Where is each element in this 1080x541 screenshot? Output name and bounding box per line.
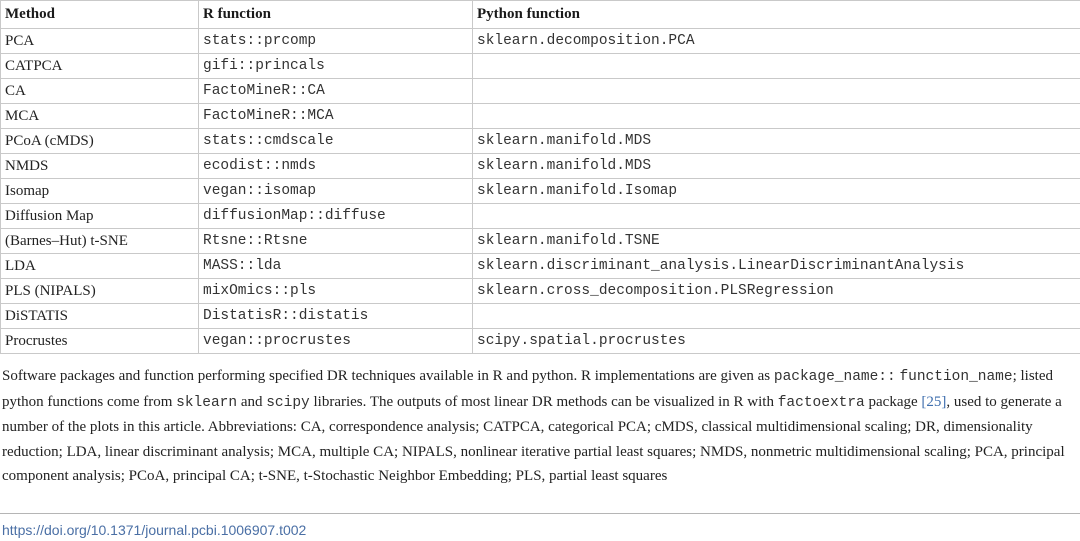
table-row [1, 304, 1080, 329]
table-row [1, 229, 1080, 254]
table-row [1, 279, 1080, 304]
table-row [1, 179, 1080, 204]
python-function-cell: scipy.spatial.procrustes [473, 329, 1080, 354]
caption-text: , used to generate a number of the plots in this article. Abbreviations: CA, correspondence analysis; CATPCA, categorical PCA; cMDS, classical multidimensional scaling; DR, dimensionality reduction; LDA, linear discriminant analysis; MCA, multiple CA; NIPALS, nonlinear iterative partial least squares; NMDS, nonmetric multidimensional scaling; PCA, principal component analysis; PCoA, principal CA; t-SNE, t-Stochastic Neighbor Embedding; PLS, partial least squares [2, 393, 1065, 485]
python-function-cell: sklearn.manifold.TSNE [473, 229, 1080, 254]
header-python-function: Python function [473, 1, 1080, 29]
r-function-cell: diffusionMap::diffuse [199, 204, 473, 229]
table-caption [2, 364, 1076, 489]
r-function-cell: FactoMineR::MCA [199, 104, 473, 129]
caption-text: and [237, 393, 267, 410]
r-function-cell: DistatisR::distatis [199, 304, 473, 329]
caption-text: ; listed python functions come from [2, 368, 1053, 410]
caption-code: function_name [899, 369, 1013, 385]
python-function-cell: sklearn.cross_decomposition.PLSRegression [473, 279, 1080, 304]
table-row [1, 79, 1080, 104]
table-row [1, 329, 1080, 354]
r-function-cell: FactoMineR::CA [199, 79, 473, 104]
r-function-cell: vegan::procrustes [199, 329, 473, 354]
table-row [1, 254, 1080, 279]
r-function-cell: ecodist::nmds [199, 154, 473, 179]
method-cell: (Barnes–Hut) t-SNE [1, 229, 199, 254]
method-cell: Isomap [1, 179, 199, 204]
r-function-cell: stats::cmdscale [199, 129, 473, 154]
caption-text: Software packages and function performing specified DR techniques available in R and python. R implementations are given as [2, 368, 774, 384]
table-row [1, 154, 1080, 179]
python-function-cell: sklearn.discriminant_analysis.LinearDiscriminantAnalysis [473, 254, 1080, 279]
header-method: Method [1, 1, 199, 29]
caption-code: package_name:: [773, 369, 896, 385]
header-r-function: R function [199, 1, 473, 29]
reference-link[interactable]: [25] [921, 393, 947, 410]
python-function-cell: sklearn.manifold.MDS [473, 154, 1080, 179]
doi-link[interactable]: https://doi.org/10.1371/journal.pcbi.1006907.t002 [2, 522, 307, 538]
r-function-cell: MASS::lda [199, 254, 473, 279]
method-cell: CA [1, 79, 199, 104]
python-function-cell [473, 304, 1080, 329]
method-cell: PCoA (cMDS) [1, 129, 199, 154]
table-row [1, 204, 1080, 229]
method-cell: NMDS [1, 154, 199, 179]
python-function-cell: sklearn.decomposition.PCA [473, 29, 1080, 54]
python-function-cell: sklearn.manifold.Isomap [473, 179, 1080, 204]
method-cell: MCA [1, 104, 199, 129]
r-function-cell: vegan::isomap [199, 179, 473, 204]
caption-code: factoextra [777, 394, 865, 411]
python-function-cell [473, 104, 1080, 129]
python-function-cell [473, 79, 1080, 104]
table-row [1, 129, 1080, 154]
caption-text: libraries. The outputs of most linear DR methods can be visualized in R with [309, 393, 778, 410]
method-cell: PLS (NIPALS) [1, 279, 199, 304]
caption-code: sklearn [176, 394, 238, 411]
table-header-row [1, 1, 1080, 29]
table-row [1, 29, 1080, 54]
r-function-cell: Rtsne::Rtsne [199, 229, 473, 254]
table-row [1, 104, 1080, 129]
table-row [1, 54, 1080, 79]
python-function-cell [473, 204, 1080, 229]
caption-code: scipy [266, 394, 310, 411]
method-cell: Procrustes [1, 329, 199, 354]
method-cell: LDA [1, 254, 199, 279]
method-cell: PCA [1, 29, 199, 54]
r-function-cell: gifi::princals [199, 54, 473, 79]
r-function-cell: mixOmics::pls [199, 279, 473, 304]
python-function-cell: sklearn.manifold.MDS [473, 129, 1080, 154]
python-function-cell [473, 54, 1080, 79]
divider [0, 513, 1080, 514]
method-cell: Diffusion Map [1, 204, 199, 229]
method-cell: CATPCA [1, 54, 199, 79]
r-function-cell: stats::prcomp [199, 29, 473, 54]
method-cell: DiSTATIS [1, 304, 199, 329]
caption-text: package [864, 393, 922, 410]
